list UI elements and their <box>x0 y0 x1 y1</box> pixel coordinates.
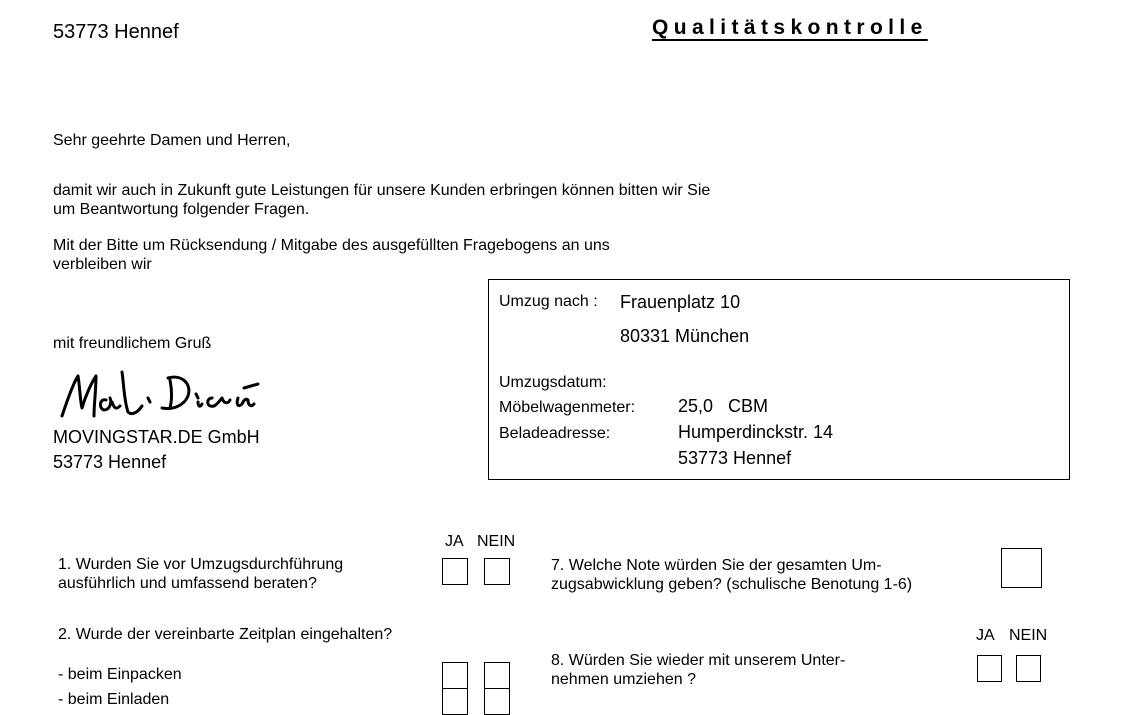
q8-nein-checkbox[interactable] <box>1016 655 1041 682</box>
company-name: MOVINGSTAR.DE GmbH <box>53 427 260 447</box>
question-8-line-2: nehmen umziehen ? <box>551 671 696 688</box>
q8-ja-header: JA <box>976 627 995 644</box>
return-paragraph <box>53 236 610 274</box>
destination-street: Frauenplatz 10 <box>620 292 741 312</box>
loading-street: Humperdinckstr. 14 <box>678 422 834 442</box>
q1-ja-header: JA <box>445 533 464 550</box>
question-1-line-2: ausführlich und umfassend beraten? <box>58 575 317 592</box>
loading-city: 53773 Hennef <box>678 448 792 468</box>
question-8-line-1: 8. Würden Sie wieder mit unserem Unter- <box>551 652 846 669</box>
company-city: 53773 Hennef <box>53 452 167 472</box>
intro-line-2: um Beantwortung folgender Fragen. <box>53 201 310 218</box>
q2-packing-ja-checkbox[interactable] <box>442 662 468 689</box>
question-1-line-1: 1. Wurden Sie vor Umzugsdurchführung <box>58 556 344 573</box>
signature-image <box>58 368 273 424</box>
question-1 <box>58 555 343 593</box>
question-7-line-1: 7. Welche Note würden Sie der gesamten Um- <box>551 557 882 574</box>
question-7 <box>551 556 912 594</box>
sender-city: 53773 Hennef <box>53 21 179 43</box>
q2-loading-nein-checkbox[interactable] <box>484 688 510 715</box>
q1-nein-checkbox[interactable] <box>484 558 510 585</box>
q2-sub-loading: - beim Einladen <box>58 691 170 708</box>
q7-grade-box[interactable] <box>1001 548 1042 588</box>
question-7-line-2: zugsabwicklung geben? (schulische Benotung 1-6) <box>551 576 913 593</box>
salutation: Sehr geehrte Damen und Herren, <box>53 132 291 149</box>
question-2: 2. Wurde der vereinbarte Zeitplan eingehalten? <box>58 626 393 643</box>
loading-address-label: Beladeadresse: <box>499 425 611 442</box>
destination-label: Umzug nach : <box>499 293 598 310</box>
question-8 <box>551 651 845 689</box>
intro-paragraph <box>53 181 710 219</box>
q1-nein-header: NEIN <box>477 533 516 550</box>
truck-meter-value: 25,0 CBM <box>678 396 769 416</box>
page-title: Qualitätskontrolle <box>652 16 928 39</box>
q8-ja-checkbox[interactable] <box>977 655 1002 682</box>
q1-ja-checkbox[interactable] <box>442 558 468 585</box>
q8-nein-header: NEIN <box>1009 627 1048 644</box>
closing: mit freundlichem Gruß <box>53 335 212 352</box>
q2-packing-nein-checkbox[interactable] <box>484 662 510 689</box>
move-date-label: Umzugsdatum: <box>499 374 607 391</box>
return-line-2: verbleiben wir <box>53 256 152 273</box>
q2-sub-packing: - beim Einpacken <box>58 666 182 683</box>
q2-loading-ja-checkbox[interactable] <box>442 688 468 715</box>
destination-city: 80331 München <box>620 326 750 346</box>
truck-meter-label: Möbelwagenmeter: <box>499 399 636 416</box>
intro-line-1: damit wir auch in Zukunft gute Leistungen für unsere Kunden erbringen können bitten wir Sie <box>53 182 711 199</box>
return-line-1: Mit der Bitte um Rücksendung / Mitgabe des ausgefüllten Fragebogens an uns <box>53 237 610 254</box>
